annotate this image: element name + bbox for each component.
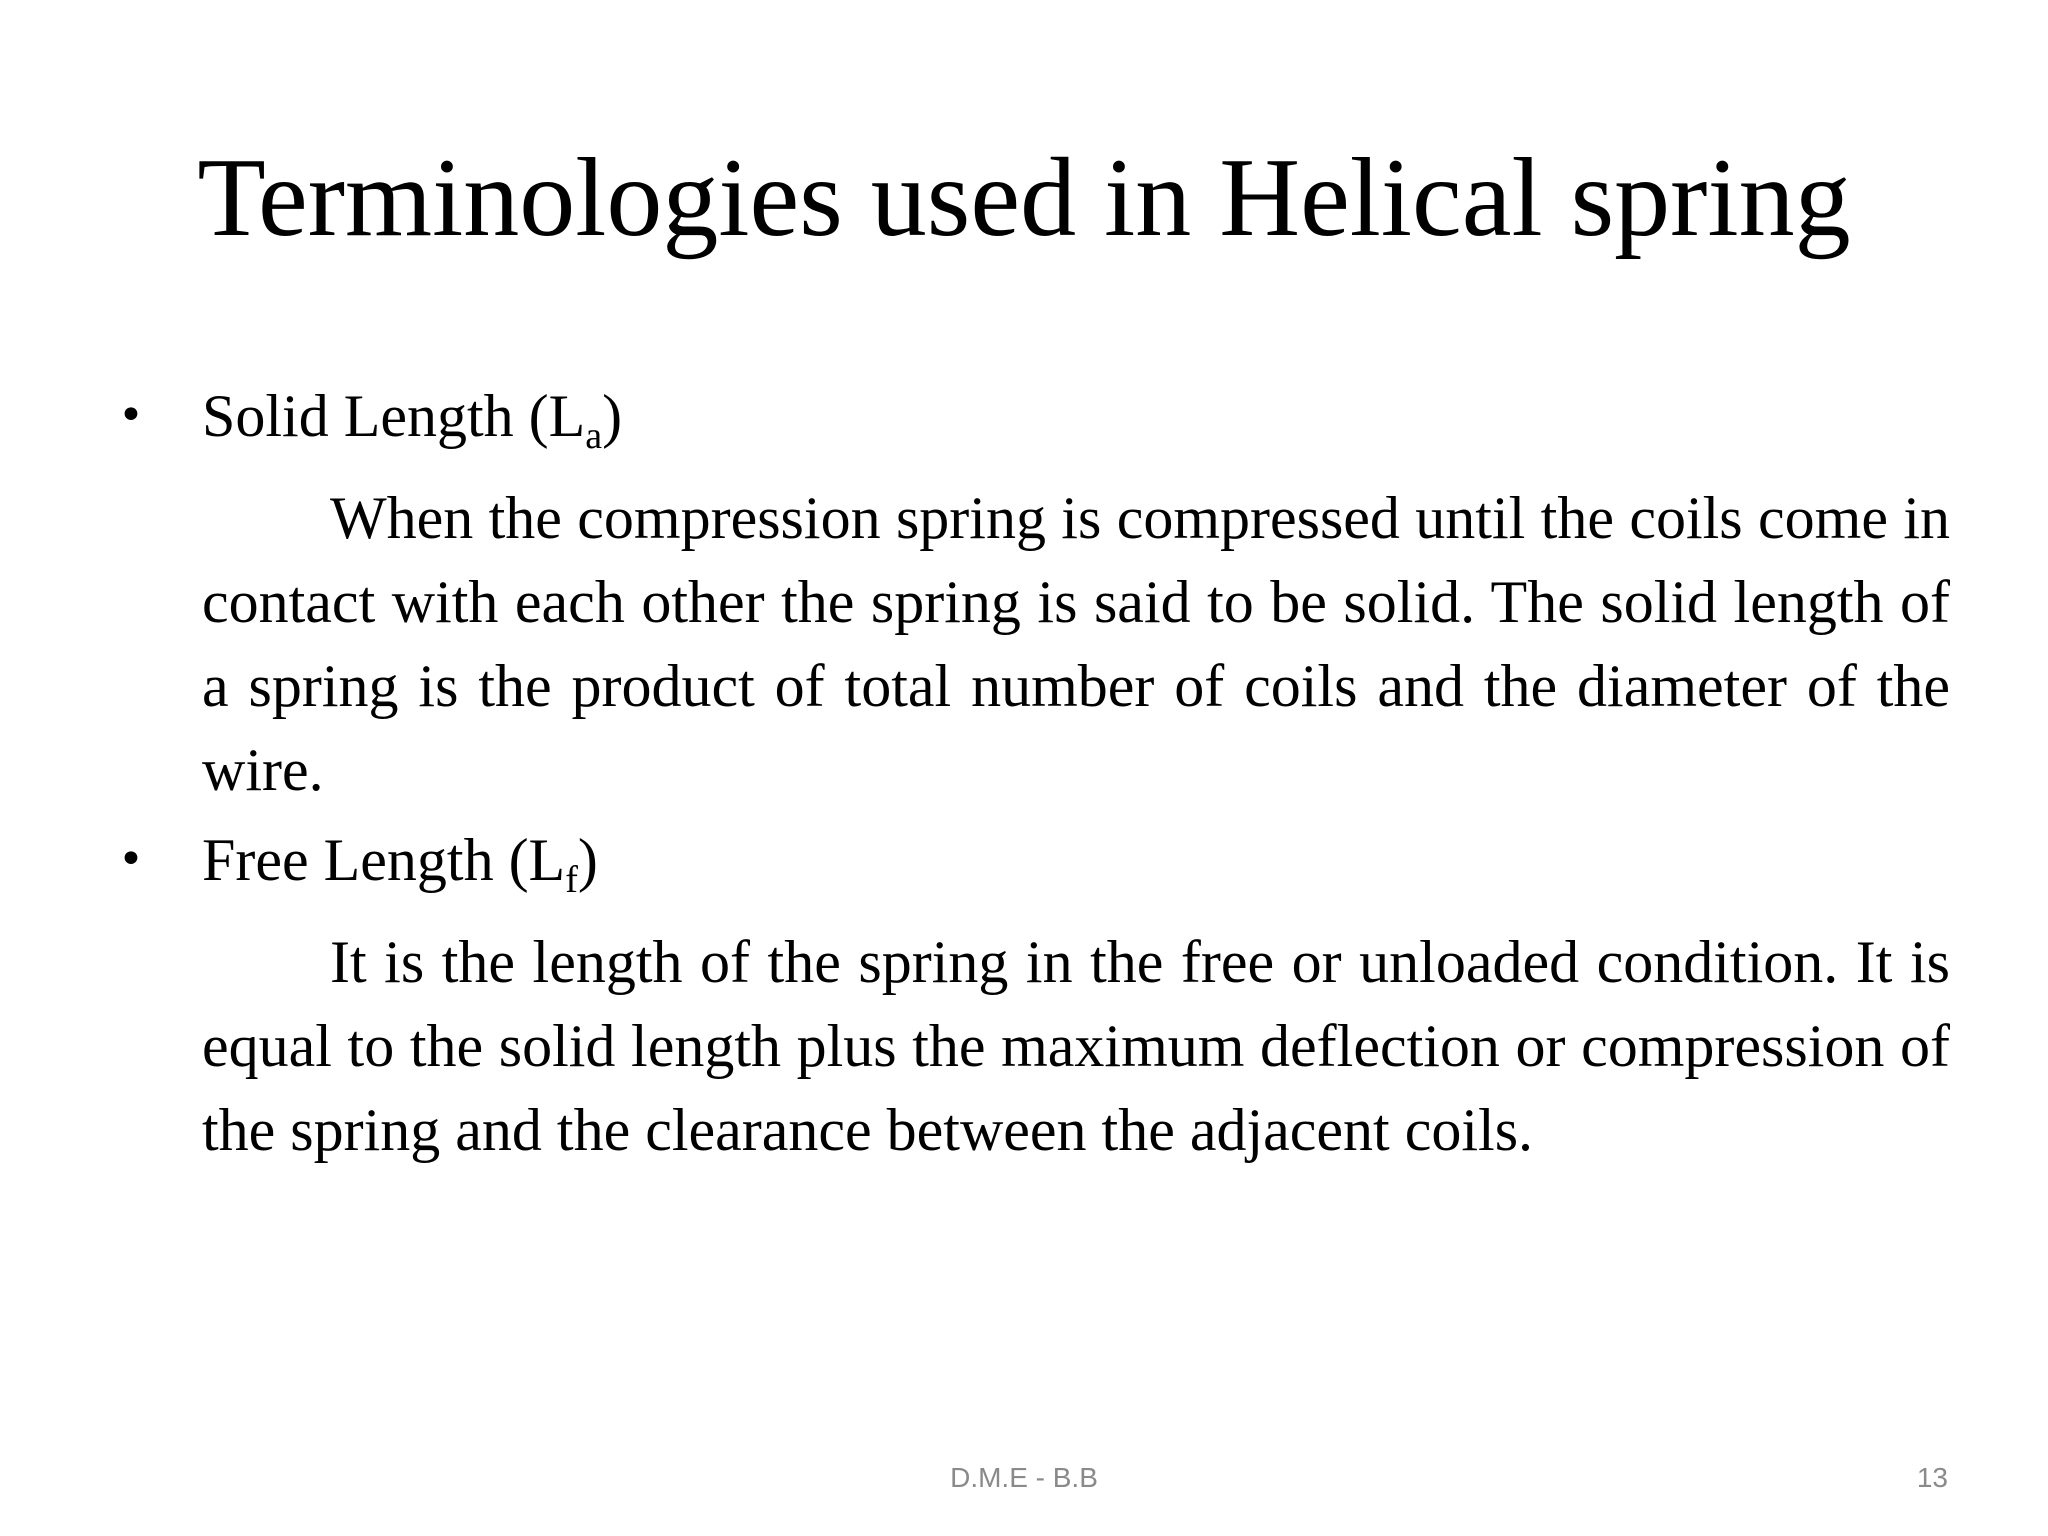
heading-text: Free Length (L	[202, 827, 566, 893]
heading-close: )	[577, 827, 598, 893]
free-length-description: It is the length of the spring in the free or unloaded condition. It is equal to the solid length plus the maximum deflection or compression of the spring and the clearance between the adjacent coils.	[202, 929, 1950, 1163]
bullet-heading	[202, 374, 622, 458]
bullet-icon: •	[118, 834, 144, 885]
heading-subscript: a	[585, 415, 603, 457]
heading-close: )	[602, 383, 623, 449]
slide-title: Terminologies used in Helical spring	[197, 136, 1851, 260]
bullet-heading	[202, 818, 598, 902]
solid-length-description: When the compression spring is compressed until the coils come in contact with each other the spring is said to be solid. The solid length of a spring is the product of total number of coils and the diameter of the wire.	[202, 485, 1950, 803]
heading-text: Solid Length (L	[202, 383, 586, 449]
page-number: 13	[1916, 1462, 1948, 1493]
bullet-icon: •	[118, 390, 144, 441]
footer-label: D.M.E - B.B	[950, 1462, 1098, 1493]
heading-subscript: f	[565, 859, 578, 901]
